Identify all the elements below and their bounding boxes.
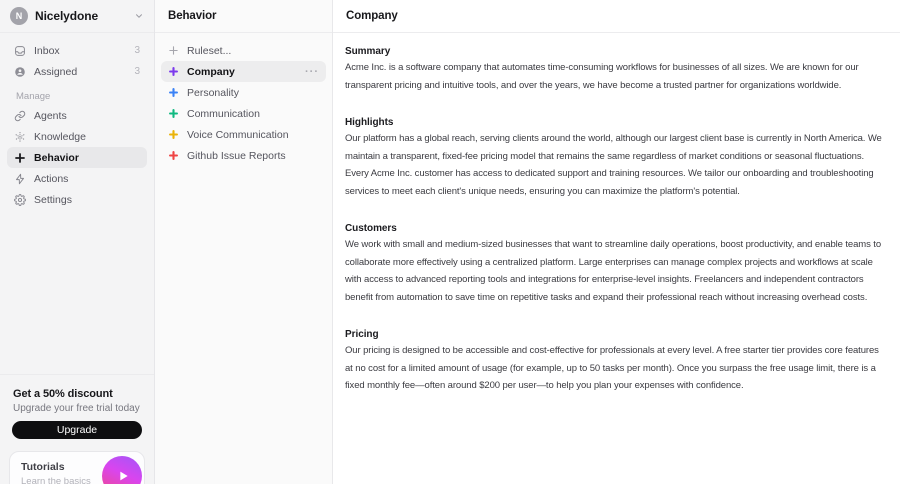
sparkle-icon — [14, 131, 26, 143]
sidebar-item-actions[interactable] — [7, 168, 147, 189]
sidebar-item-assigned[interactable] — [7, 61, 147, 82]
behavior-item-label: Communication — [187, 107, 260, 120]
plus-icon — [168, 150, 179, 161]
behavior-panel — [155, 0, 333, 484]
behavior-item-github-issue-reports[interactable] — [161, 145, 326, 166]
sidebar-item-behavior[interactable] — [7, 147, 147, 168]
pricing-section — [345, 328, 886, 395]
sidebar-item-label: Actions — [34, 172, 69, 185]
company-document — [333, 33, 900, 417]
plus-icon — [168, 87, 179, 98]
sidebar-item-inbox[interactable] — [7, 40, 147, 61]
section-body: Our platform has a global reach, serving clients around the world, although our largest client base is currently in North America. We maintain a transparent, fixed-fee pricing model that remains the same regardless of market conditions or seasonal fluctuations. Every Acme Inc. customer has access to dedicated support and training resources. We tailor our onboarding and troubleshooting services to meet each client's unique needs, ensuring you can maximize the platform's potential. — [345, 133, 882, 197]
behavior-item-label: Company — [187, 65, 235, 78]
section-heading: Highlights — [345, 117, 394, 128]
sidebar-item-label: Assigned — [34, 65, 78, 78]
customers-section — [345, 222, 886, 306]
sidebar-item-settings[interactable] — [7, 189, 147, 210]
panel-title: Behavior — [155, 0, 332, 33]
assigned-count-badge: 3 — [134, 66, 140, 77]
inbox-icon — [14, 45, 26, 57]
plus-icon — [168, 45, 179, 56]
gear-icon — [14, 194, 26, 206]
manage-section-label: Manage — [16, 91, 51, 102]
promo-subtitle: Upgrade your free trial today — [13, 403, 140, 414]
sidebar-item-label: Behavior — [34, 151, 79, 164]
section-heading: Customers — [345, 223, 397, 234]
page-title: Company — [333, 0, 900, 33]
sidebar-footer — [0, 374, 154, 484]
section-body: We work with small and medium-sized businesses that want to streamline daily operations, boost productivity, and enable teams to collaborate more effectively using a centralized platform. Large enterprises can manage complex projects and workflows at scale with access to advanced reporting tools and integrations for enterprise-level insights. Freelancers and independent contractors benefit from automation to save time on repetitive tasks and expand their professional reach without increasing overhead costs. — [345, 239, 882, 303]
workspace-name: Nicelydone — [35, 9, 99, 23]
behavior-item-voice-communication[interactable] — [161, 124, 326, 145]
sidebar-item-agents[interactable] — [7, 105, 147, 126]
behavior-item-label: Voice Communication — [187, 128, 289, 141]
inbox-count-badge: 3 — [134, 45, 140, 56]
behavior-item-communication[interactable] — [161, 103, 326, 124]
sidebar-item-label: Inbox — [34, 44, 60, 57]
sidebar-item-label: Agents — [34, 109, 67, 122]
sidebar-item-label: Settings — [34, 193, 72, 206]
promo-title: Get a 50% discount — [13, 388, 113, 400]
workspace-avatar: N — [10, 7, 28, 25]
play-button[interactable] — [102, 456, 142, 484]
main-content — [333, 0, 900, 484]
assigned-icon — [14, 66, 26, 78]
sidebar — [0, 0, 155, 484]
section-body: Our pricing is designed to be accessible and cost-effective for professionals at every level. A free starter tier provides core features at no cost for a limited amount of usage (for example, up to 50 tasks per month). Once you surpass the free usage limit, there is a fixed monthly fee—often around $200 per user—to help you plan your expenses with confidence. — [345, 345, 879, 391]
sidebar-item-knowledge[interactable] — [7, 126, 147, 147]
section-heading: Summary — [345, 46, 391, 57]
behavior-item-label: Personality — [187, 86, 239, 99]
link-icon — [14, 110, 26, 122]
upgrade-button[interactable]: Upgrade — [12, 421, 142, 439]
behavior-item-company[interactable] — [161, 61, 326, 82]
tutorials-subtitle: Learn the basics — [21, 476, 91, 484]
chevron-down-icon[interactable] — [134, 11, 144, 21]
tutorials-title: Tutorials — [21, 461, 65, 473]
plus-icon — [168, 66, 179, 77]
more-options-icon[interactable]: ··· — [305, 65, 319, 78]
workspace-switcher[interactable] — [0, 0, 154, 33]
behavior-list — [155, 33, 332, 173]
behavior-item-ruleset[interactable] — [161, 40, 326, 61]
discount-promo — [0, 388, 154, 414]
sidebar-nav — [0, 33, 154, 210]
section-body: Acme Inc. is a software company that automates time-consuming workflows for businesses of all sizes. We are known for our transparent pricing and intuitive tools, and over the years, we have become a trusted partner for organizations worldwide. — [345, 62, 859, 91]
behavior-item-personality[interactable] — [161, 82, 326, 103]
plus-icon — [168, 129, 179, 140]
highlights-section — [345, 116, 886, 200]
behavior-item-label: Ruleset... — [187, 44, 232, 57]
plus-icon — [168, 108, 179, 119]
summary-section — [345, 45, 886, 94]
plus-icon — [14, 152, 26, 164]
section-heading: Pricing — [345, 329, 379, 340]
lightning-icon — [14, 173, 26, 185]
play-icon — [115, 468, 131, 484]
behavior-item-label: Github Issue Reports — [187, 149, 286, 162]
tutorials-card[interactable] — [9, 451, 145, 484]
sidebar-item-label: Knowledge — [34, 130, 86, 143]
